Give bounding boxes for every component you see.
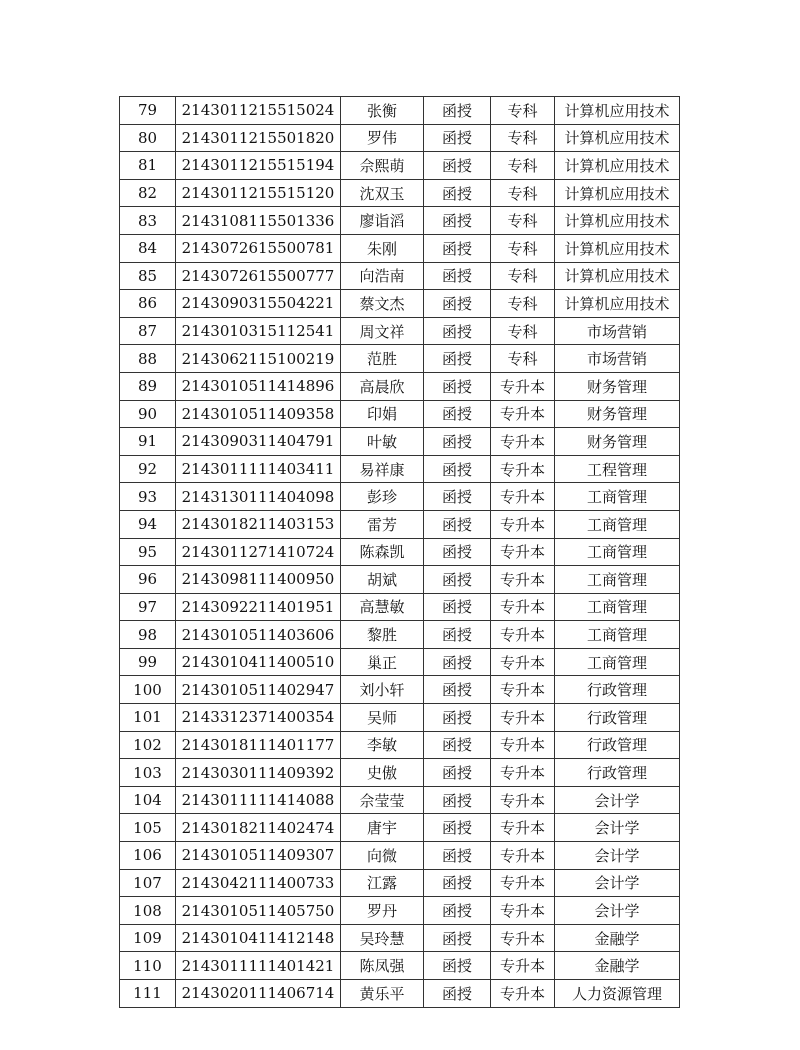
student-name-cell: 江露 [341,869,424,897]
student-id-cell: 2143010511403606 [176,621,341,649]
student-name-cell: 朱刚 [341,234,424,262]
major-cell: 计算机应用技术 [555,234,680,262]
table-row [120,317,680,345]
student-id-cell: 2143092211401951 [176,593,341,621]
major-cell: 行政管理 [555,704,680,732]
student-roster-table [119,96,680,1008]
row-number-cell: 94 [120,510,176,538]
study-mode-cell: 函授 [424,538,491,566]
row-number-cell: 91 [120,428,176,456]
student-id-cell: 2143010511409358 [176,400,341,428]
student-name-cell: 陈森凯 [341,538,424,566]
education-level-cell: 专升本 [491,372,555,400]
student-name-cell: 罗丹 [341,897,424,925]
row-number-cell: 107 [120,869,176,897]
education-level-cell: 专升本 [491,566,555,594]
study-mode-cell: 函授 [424,621,491,649]
major-cell: 金融学 [555,924,680,952]
study-mode-cell: 函授 [424,428,491,456]
education-level-cell: 专升本 [491,786,555,814]
study-mode-cell: 函授 [424,234,491,262]
table-row [120,759,680,787]
row-number-cell: 102 [120,731,176,759]
education-level-cell: 专升本 [491,814,555,842]
table-row [120,372,680,400]
student-id-cell: 2143011215515024 [176,97,341,125]
student-id-cell: 2143011111403411 [176,455,341,483]
major-cell: 行政管理 [555,731,680,759]
major-cell: 行政管理 [555,759,680,787]
row-number-cell: 93 [120,483,176,511]
major-cell: 工商管理 [555,621,680,649]
student-name-cell: 陈凤强 [341,952,424,980]
student-id-cell: 2143042111400733 [176,869,341,897]
table-row [120,814,680,842]
major-cell: 计算机应用技术 [555,124,680,152]
row-number-cell: 83 [120,207,176,235]
study-mode-cell: 函授 [424,179,491,207]
major-cell: 金融学 [555,952,680,980]
row-number-cell: 79 [120,97,176,125]
row-number-cell: 108 [120,897,176,925]
education-level-cell: 专科 [491,152,555,180]
study-mode-cell: 函授 [424,980,491,1008]
table-row [120,924,680,952]
student-id-cell: 2143108115501336 [176,207,341,235]
student-name-cell: 廖诣滔 [341,207,424,235]
education-level-cell: 专升本 [491,428,555,456]
major-cell: 计算机应用技术 [555,179,680,207]
row-number-cell: 80 [120,124,176,152]
major-cell: 会计学 [555,897,680,925]
study-mode-cell: 函授 [424,207,491,235]
student-id-cell: 2143090315504221 [176,290,341,318]
student-name-cell: 吴师 [341,704,424,732]
education-level-cell: 专升本 [491,759,555,787]
table-row [120,345,680,373]
education-level-cell: 专升本 [491,980,555,1008]
row-number-cell: 92 [120,455,176,483]
student-id-cell: 2143010511414896 [176,372,341,400]
row-number-cell: 85 [120,262,176,290]
study-mode-cell: 函授 [424,455,491,483]
row-number-cell: 81 [120,152,176,180]
table-row [120,621,680,649]
student-id-cell: 2143072615500777 [176,262,341,290]
table-row [120,400,680,428]
major-cell: 计算机应用技术 [555,290,680,318]
student-name-cell: 唐宇 [341,814,424,842]
study-mode-cell: 函授 [424,152,491,180]
major-cell: 人力资源管理 [555,980,680,1008]
student-id-cell: 2143011111414088 [176,786,341,814]
row-number-cell: 111 [120,980,176,1008]
major-cell: 行政管理 [555,676,680,704]
study-mode-cell: 函授 [424,731,491,759]
education-level-cell: 专科 [491,234,555,262]
student-name-cell: 雷芳 [341,510,424,538]
table-row [120,124,680,152]
study-mode-cell: 函授 [424,290,491,318]
education-level-cell: 专科 [491,207,555,235]
student-name-cell: 彭珍 [341,483,424,511]
education-level-cell: 专升本 [491,510,555,538]
education-level-cell: 专升本 [491,676,555,704]
student-name-cell: 黎胜 [341,621,424,649]
student-id-cell: 2143062115100219 [176,345,341,373]
student-name-cell: 范胜 [341,345,424,373]
row-number-cell: 87 [120,317,176,345]
table-row [120,538,680,566]
student-id-cell: 2143098111400950 [176,566,341,594]
study-mode-cell: 函授 [424,400,491,428]
row-number-cell: 84 [120,234,176,262]
major-cell: 计算机应用技术 [555,152,680,180]
student-id-cell: 2143312371400354 [176,704,341,732]
education-level-cell: 专升本 [491,400,555,428]
major-cell: 财务管理 [555,372,680,400]
major-cell: 财务管理 [555,428,680,456]
student-id-cell: 2143090311404791 [176,428,341,456]
row-number-cell: 88 [120,345,176,373]
table-row [120,593,680,621]
education-level-cell: 专升本 [491,483,555,511]
study-mode-cell: 函授 [424,869,491,897]
student-name-cell: 佘莹莹 [341,786,424,814]
table-row [120,676,680,704]
education-level-cell: 专升本 [491,924,555,952]
student-id-cell: 2143072615500781 [176,234,341,262]
row-number-cell: 104 [120,786,176,814]
table-row [120,786,680,814]
student-name-cell: 高慧敏 [341,593,424,621]
study-mode-cell: 函授 [424,814,491,842]
student-name-cell: 张衡 [341,97,424,125]
student-id-cell: 2143018111401177 [176,731,341,759]
study-mode-cell: 函授 [424,262,491,290]
table-row [120,897,680,925]
education-level-cell: 专升本 [491,869,555,897]
study-mode-cell: 函授 [424,566,491,594]
table-row [120,179,680,207]
study-mode-cell: 函授 [424,952,491,980]
major-cell: 会计学 [555,814,680,842]
study-mode-cell: 函授 [424,704,491,732]
student-id-cell: 2143018211402474 [176,814,341,842]
row-number-cell: 110 [120,952,176,980]
education-level-cell: 专升本 [491,842,555,870]
major-cell: 工商管理 [555,538,680,566]
table-row [120,483,680,511]
row-number-cell: 99 [120,648,176,676]
study-mode-cell: 函授 [424,510,491,538]
major-cell: 财务管理 [555,400,680,428]
table-row [120,869,680,897]
education-level-cell: 专科 [491,97,555,125]
major-cell: 会计学 [555,786,680,814]
student-name-cell: 易祥康 [341,455,424,483]
major-cell: 计算机应用技术 [555,262,680,290]
row-number-cell: 82 [120,179,176,207]
student-id-cell: 2143010511409307 [176,842,341,870]
table-row [120,842,680,870]
row-number-cell: 89 [120,372,176,400]
major-cell: 工商管理 [555,566,680,594]
education-level-cell: 专科 [491,290,555,318]
student-name-cell: 叶敏 [341,428,424,456]
student-name-cell: 巢正 [341,648,424,676]
student-id-cell: 2143011215501820 [176,124,341,152]
major-cell: 工商管理 [555,593,680,621]
row-number-cell: 95 [120,538,176,566]
row-number-cell: 101 [120,704,176,732]
roster-body [120,97,680,1008]
table-row [120,428,680,456]
study-mode-cell: 函授 [424,372,491,400]
study-mode-cell: 函授 [424,897,491,925]
student-name-cell: 沈双玉 [341,179,424,207]
major-cell: 市场营销 [555,317,680,345]
major-cell: 工商管理 [555,648,680,676]
student-id-cell: 2143010315112541 [176,317,341,345]
study-mode-cell: 函授 [424,759,491,787]
table-row [120,704,680,732]
table-row [120,234,680,262]
row-number-cell: 109 [120,924,176,952]
table-row [120,207,680,235]
row-number-cell: 105 [120,814,176,842]
student-name-cell: 李敏 [341,731,424,759]
major-cell: 会计学 [555,869,680,897]
study-mode-cell: 函授 [424,786,491,814]
major-cell: 计算机应用技术 [555,207,680,235]
table-row [120,262,680,290]
row-number-cell: 103 [120,759,176,787]
education-level-cell: 专升本 [491,897,555,925]
row-number-cell: 90 [120,400,176,428]
table-row [120,952,680,980]
education-level-cell: 专升本 [491,593,555,621]
student-id-cell: 2143130111404098 [176,483,341,511]
major-cell: 工程管理 [555,455,680,483]
row-number-cell: 106 [120,842,176,870]
student-name-cell: 佘熙萌 [341,152,424,180]
student-id-cell: 2143010411400510 [176,648,341,676]
study-mode-cell: 函授 [424,97,491,125]
education-level-cell: 专升本 [491,952,555,980]
study-mode-cell: 函授 [424,842,491,870]
student-name-cell: 向浩南 [341,262,424,290]
education-level-cell: 专科 [491,124,555,152]
student-id-cell: 2143010511402947 [176,676,341,704]
study-mode-cell: 函授 [424,648,491,676]
student-id-cell: 2143011111401421 [176,952,341,980]
table-row [120,97,680,125]
table-row [120,648,680,676]
education-level-cell: 专科 [491,179,555,207]
study-mode-cell: 函授 [424,924,491,952]
education-level-cell: 专升本 [491,648,555,676]
row-number-cell: 86 [120,290,176,318]
table-row [120,980,680,1008]
table-row [120,152,680,180]
row-number-cell: 100 [120,676,176,704]
student-id-cell: 2143010411412148 [176,924,341,952]
student-name-cell: 罗伟 [341,124,424,152]
student-id-cell: 2143011215515120 [176,179,341,207]
table-row [120,731,680,759]
education-level-cell: 专科 [491,262,555,290]
student-id-cell: 2143018211403153 [176,510,341,538]
education-level-cell: 专升本 [491,731,555,759]
student-name-cell: 向微 [341,842,424,870]
study-mode-cell: 函授 [424,593,491,621]
student-id-cell: 2143010511405750 [176,897,341,925]
row-number-cell: 98 [120,621,176,649]
table-row [120,566,680,594]
student-name-cell: 史傲 [341,759,424,787]
table-row [120,510,680,538]
student-id-cell: 2143020111406714 [176,980,341,1008]
table-row [120,290,680,318]
education-level-cell: 专升本 [491,455,555,483]
row-number-cell: 97 [120,593,176,621]
major-cell: 工商管理 [555,510,680,538]
study-mode-cell: 函授 [424,317,491,345]
education-level-cell: 专升本 [491,704,555,732]
table-row [120,455,680,483]
student-name-cell: 刘小轩 [341,676,424,704]
student-name-cell: 高晨欣 [341,372,424,400]
education-level-cell: 专升本 [491,621,555,649]
education-level-cell: 专科 [491,317,555,345]
student-name-cell: 吴玲慧 [341,924,424,952]
student-name-cell: 胡斌 [341,566,424,594]
student-id-cell: 2143011215515194 [176,152,341,180]
student-name-cell: 蔡文杰 [341,290,424,318]
student-id-cell: 2143030111409392 [176,759,341,787]
row-number-cell: 96 [120,566,176,594]
major-cell: 计算机应用技术 [555,97,680,125]
major-cell: 会计学 [555,842,680,870]
study-mode-cell: 函授 [424,483,491,511]
study-mode-cell: 函授 [424,345,491,373]
student-id-cell: 2143011271410724 [176,538,341,566]
education-level-cell: 专升本 [491,538,555,566]
education-level-cell: 专科 [491,345,555,373]
study-mode-cell: 函授 [424,124,491,152]
student-name-cell: 黄乐平 [341,980,424,1008]
student-name-cell: 周文祥 [341,317,424,345]
student-name-cell: 印娟 [341,400,424,428]
major-cell: 工商管理 [555,483,680,511]
study-mode-cell: 函授 [424,676,491,704]
major-cell: 市场营销 [555,345,680,373]
